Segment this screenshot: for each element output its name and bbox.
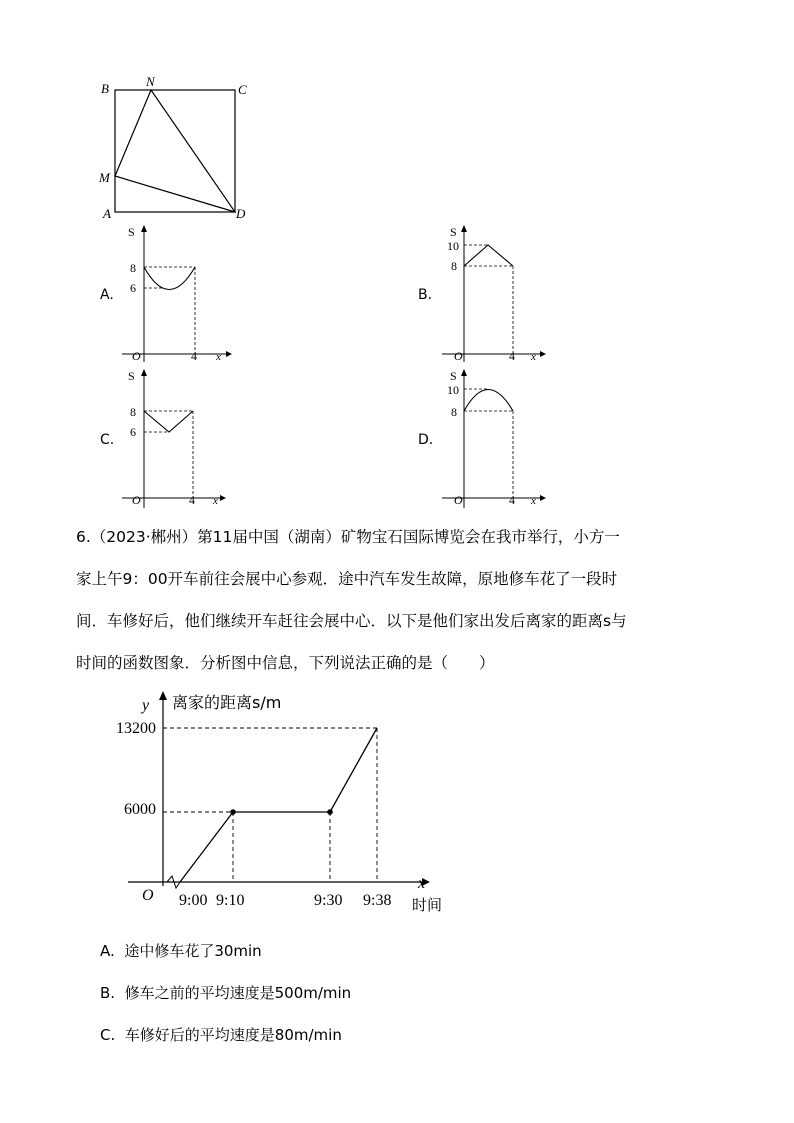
curve-d: [464, 390, 513, 412]
option-b-graph: [442, 222, 552, 362]
origin: O: [454, 349, 463, 362]
x-tick-9-10: 9:10: [216, 892, 245, 909]
y-axis-arrow: [159, 691, 167, 700]
choice-b-letter: B.: [100, 984, 116, 1002]
axis-x: x: [531, 351, 536, 362]
choice-a-text: 途中修车花了30min: [124, 942, 262, 960]
axis-x: x: [531, 495, 536, 507]
y-tick-low: 6: [130, 281, 136, 295]
option-d-graph: [442, 366, 552, 508]
origin: O: [454, 493, 463, 507]
option-b-letter: B.: [418, 287, 433, 303]
x-axis-letter: x: [418, 875, 426, 892]
y-axis-letter: y: [142, 697, 150, 714]
origin: O: [132, 349, 141, 362]
x-tick: 4: [509, 349, 515, 362]
curve-b: [464, 245, 513, 266]
y-tick-13200: 13200: [116, 720, 156, 737]
choice-c-text: 车修好后的平均速度是80m/min: [124, 1026, 342, 1044]
option-a-graph: [122, 222, 232, 362]
x-tick-9-00: 9:00: [179, 892, 208, 909]
label-c: C: [238, 82, 247, 97]
x-tick: 4: [189, 493, 195, 507]
label-b: B: [101, 81, 109, 96]
y-tick-high: 10: [447, 383, 459, 397]
y-tick-low: 6: [130, 425, 136, 439]
question-6-line-4: 时间的函数图象．分析图中信息，下列说法正确的是（ ）: [76, 654, 495, 672]
square-figure: [95, 72, 255, 222]
label-m: M: [99, 170, 110, 185]
y-axis-title: 离家的距离s/m: [172, 693, 282, 712]
y-tick-high: 8: [130, 261, 136, 275]
label-d: D: [236, 206, 246, 221]
x-axis-title: 时间: [412, 896, 443, 914]
option-c-graph: [122, 366, 232, 508]
y-tick-low: 8: [451, 405, 457, 419]
origin: O: [132, 493, 141, 507]
x-tick: 4: [509, 493, 515, 507]
axis-s: S: [450, 369, 457, 383]
x-tick: 4: [191, 349, 197, 362]
x-tick-9-38: 9:38: [363, 892, 392, 909]
label-n: N: [146, 74, 155, 89]
axis-x: x: [216, 351, 221, 362]
axis-s: S: [128, 369, 135, 383]
data-point: [327, 809, 333, 815]
choice-c[interactable]: [100, 1024, 342, 1045]
choice-b[interactable]: [100, 982, 351, 1003]
option-c-letter: C.: [100, 432, 115, 448]
y-tick-high: 8: [130, 405, 136, 419]
axis-x: x: [213, 495, 218, 507]
triangle-mnd: [115, 90, 235, 212]
choice-b-text: 修车之前的平均速度是500m/min: [124, 984, 352, 1002]
axis-s: S: [450, 225, 457, 239]
question-6-line-1: 6.（2023·郴州）第11届中国（湖南）矿物宝石国际博览会在我市举行，小方一: [76, 528, 620, 546]
y-tick-6000: 6000: [124, 801, 156, 818]
label-a: A: [103, 206, 111, 221]
y-tick-low: 8: [451, 259, 457, 273]
option-d-letter: D.: [418, 432, 434, 448]
choice-a[interactable]: [100, 940, 262, 961]
y-tick-high: 10: [447, 239, 459, 253]
x-tick-9-30: 9:30: [314, 892, 343, 909]
curve-a: [144, 267, 195, 290]
curve-c: [144, 411, 193, 432]
question-6-line-2: 家上午9：00开车前往会展中心参观．途中汽车发生故障，原地修车花了一段时: [76, 570, 618, 588]
choice-c-letter: C.: [100, 1026, 116, 1044]
question-6-line-3: 间．车修好后，他们继续开车赶往会展中心．以下是他们家出发后离家的距离s与: [76, 612, 627, 630]
distance-line: [180, 728, 377, 882]
origin-label: O: [142, 887, 154, 904]
choice-a-letter: A.: [100, 942, 115, 960]
distance-time-chart: [100, 686, 460, 918]
axis-s: S: [128, 225, 135, 239]
data-point: [230, 809, 236, 815]
option-a-letter: A.: [100, 287, 114, 303]
